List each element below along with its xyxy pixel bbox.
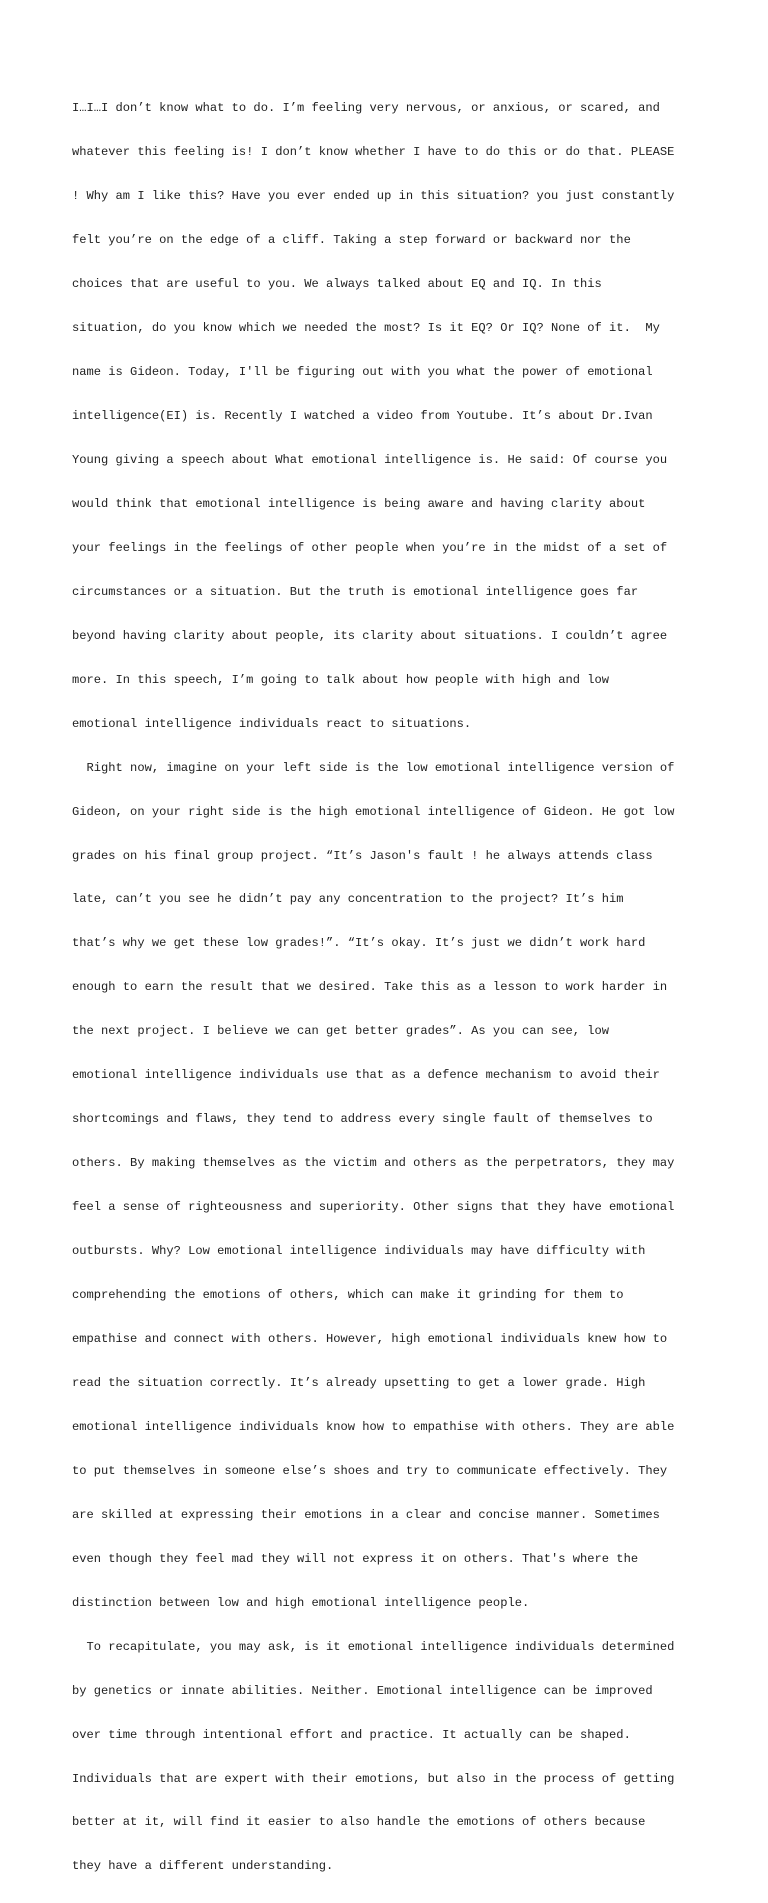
text-line: emotional intelligence individuals use that as a defence mechanism to avoid their [72,1068,660,1083]
text-line: Individuals that are expert with their emotions, but also in the process of getting [72,1771,675,1786]
text-line: by genetics or innate abilities. Neither. Emotional intelligence can be improved [72,1683,653,1698]
text-line: the next project. I believe we can get better grades”. As you can see, low [72,1024,610,1039]
text-line: situation, do you know which we needed the most? Is it EQ? Or IQ? None of it. My [72,321,660,336]
text-line: comprehending the emotions of others, which can make it grinding for them to [72,1288,624,1303]
text-line: ! Why am I like this? Have you ever ended up in this situation? you just constantly [72,189,675,204]
text-line: name is Gideon. Today, I'll be figuring out with you what the power of emotional [72,365,653,380]
text-line: choices that are useful to you. We always talked about EQ and IQ. In this [72,277,602,292]
text-line: others. By making themselves as the victim and others as the perpetrators, they may [72,1156,675,1171]
text-line: circumstances or a situation. But the truth is emotional intelligence goes far [72,584,639,599]
text-line: Young giving a speech about What emotional intelligence is. He said: Of course you [72,452,668,467]
text-line: grades on his final group project. “It’s Jason's fault ! he always attends class [72,848,653,863]
text-line: that’s why we get these low grades!”. “It’s okay. It’s just we didn’t work hard [72,936,646,951]
text-line: I…I…I don’t know what to do. I’m feeling very nervous, or anxious, or scared, and [72,101,660,116]
text-line: To recapitulate, you may ask, is it emotional intelligence individuals determined [72,1639,675,1654]
text-line: are skilled at expressing their emotions in a clear and concise manner. Sometimes [72,1507,660,1522]
document-text [72,72,712,1903]
text-line: feel a sense of righteousness and superiority. Other signs that they have emotional [72,1200,675,1215]
text-line: to put themselves in someone else’s shoes and try to communicate effectively. They [72,1463,668,1478]
text-line: better at it, will find it easier to also handle the emotions of others because [72,1815,646,1830]
text-line: intelligence(EI) is. Recently I watched a video from Youtube. It’s about Dr.Ivan [72,408,653,423]
text-line: enough to earn the result that we desired. Take this as a lesson to work harder in [72,980,668,995]
text-line: read the situation correctly. It’s already upsetting to get a lower grade. High [72,1375,646,1390]
text-line: outbursts. Why? Low emotional intelligence individuals may have difficulty with [72,1244,646,1259]
text-line: felt you’re on the edge of a cliff. Taking a step forward or backward nor the [72,233,631,248]
text-line: more. In this speech, I’m going to talk about how people with high and low [72,672,610,687]
text-line: empathise and connect with others. However, high emotional individuals knew how to [72,1332,668,1346]
text-line: distinction between low and high emotional intelligence people. [72,1595,530,1610]
text-line: late, can’t you see he didn’t pay any concentration to the project? It’s him [72,892,624,907]
text-line: your feelings in the feelings of other people when you’re in the midst of a set of [72,540,668,555]
text-line: Gideon, on your right side is the high emotional intelligence of Gideon. He got low [72,804,675,819]
text-line: Right now, imagine on your left side is the low emotional intelligence version of [72,760,675,775]
text-line: whatever this feeling is! I don’t know whether I have to do this or do that. PLEASE [72,145,675,160]
text-line: they have a different understanding. [72,1859,334,1874]
text-line: emotional intelligence individuals know how to empathise with others. They are able [72,1419,675,1434]
text-line: beyond having clarity about people, its clarity about situations. I couldn’t agree [72,628,668,643]
text-line: emotional intelligence individuals react to situations. [72,716,472,731]
text-line: shortcomings and flaws, they tend to address every single fault of themselves to [72,1112,653,1127]
text-line: even though they feel mad they will not express it on others. That's where the [72,1551,639,1566]
text-line: over time through intentional effort and practice. It actually can be shaped. [72,1727,631,1742]
text-line: would think that emotional intelligence is being aware and having clarity about [72,496,646,511]
